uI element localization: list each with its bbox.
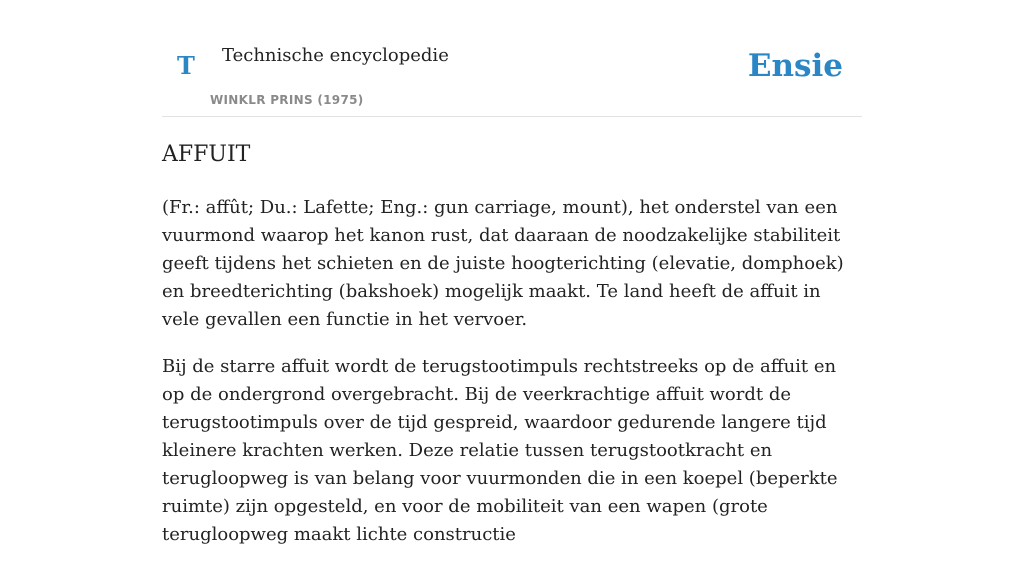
brand-logo[interactable]: Ensie [747, 48, 843, 84]
article-paragraph: Bij de starre affuit wordt de terugstootimpuls rechtstreeks op de affuit en op de ondergrond overgebracht. Bij de veerkrachtige affuit wordt de terugstootimpuls over de tijd gespreid, waardoor gedurende langere tijd kleinere krachten werken. Deze relatie tussen terugstootkracht en terugloopweg is van belang voor vuurmonden die in een koepel (beperkte ruimte) zijn opgesteld, en voor de mobiliteit van een wapen (grote terugloopweg maakt lichte constructie [162, 356, 838, 545]
article-title: AFFUIT [162, 142, 251, 167]
book-logo-icon[interactable]: T [177, 51, 195, 80]
book-source: WINKLR PRINS (1975) [210, 93, 364, 107]
book-title[interactable]: Technische encyclopedie [222, 45, 449, 66]
article-paragraph: (Fr.: affût; Du.: Lafette; Eng.: gun carriage, mount), het onderstel van een vuurmond waarop het kanon rust, dat daaraan de noodzakelijke stabiliteit geeft tijdens het schieten en de juiste hoogterichting (elevatie, domphoek) en breedterichting (bakshoek) mogelijk maakt. Te land heeft de affuit in vele gevallen een functie in het vervoer. [162, 197, 844, 330]
article [162, 140, 862, 568]
header [162, 0, 862, 117]
